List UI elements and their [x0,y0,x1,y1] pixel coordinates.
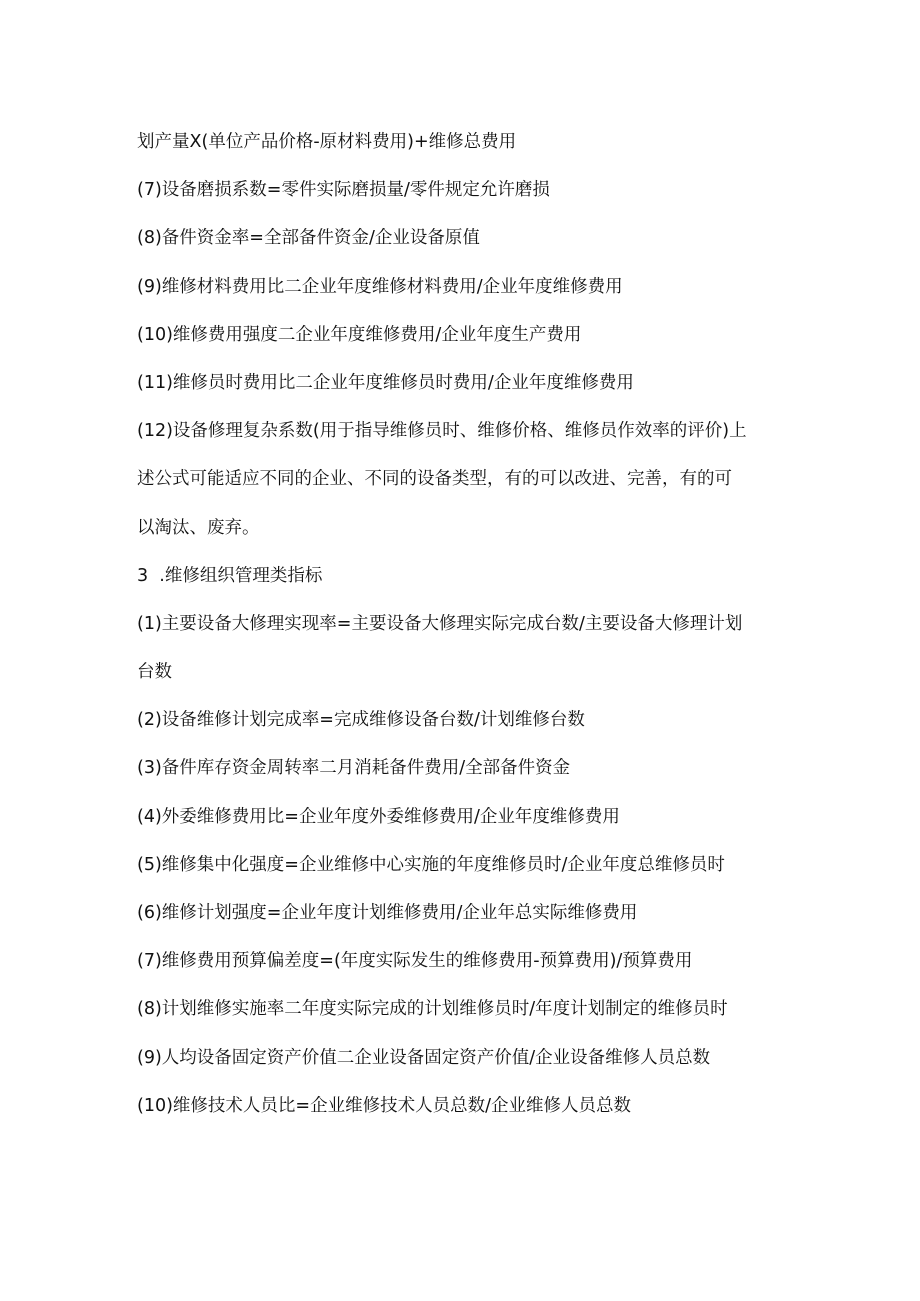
text-line: (10)维修费用强度二企业年度维修费用/企业年度生产费用 [137,324,582,345]
text-line: (5)维修集中化强度=企业维修中心实施的年度维修员时/企业年度总维修员时 [137,854,725,875]
text-line: (9)维修材料费用比二企业年度维修材料费用/企业年度维修费用 [137,276,623,297]
section-heading: 3 .维修组织管理类指标 [137,565,323,586]
text-line: (1)主要设备大修理实现率=主要设备大修理实际完成台数/主要设备大修理计划 [137,613,743,634]
text-line: (3)备件库存资金周转率二月消耗备件费用/全部备件资金 [137,758,571,779]
document-body [137,118,787,1130]
text-line: (2)设备维修计划完成率=完成维修设备台数/计划维修台数 [137,710,585,731]
text-line: 划产量X(单位产品价格-原材料费用)+维修总费用 [137,132,517,152]
text-line: (6)维修计划强度=企业年度计划维修费用/企业年总实际维修费用 [137,903,638,923]
text-line: (10)维修技术人员比=企业维修技术人员总数/企业维修人员总数 [137,1095,631,1116]
text-line: (7)维修费用预算偏差度=(年度实际发生的维修费用-预算费用)/预算费用 [137,951,693,972]
text-line: (8)计划维修实施率二年度实际完成的计划维修员时/年度计划制定的维修员时 [137,999,728,1020]
text-line: 述公式可能适应不同的企业、不同的设备类型，有的可以改进、完善，有的可 [137,469,732,490]
text-line: (11)维修员时费用比二企业年度维修员时费用/企业年度维修费用 [137,372,634,393]
text-line: 台数 [137,662,172,683]
text-line: (12)设备修理复杂系数(用于指导维修员时、维修价格、维修员作效率的评价)上 [137,421,747,442]
text-line: (8)备件资金率=全部备件资金/企业设备原值 [137,228,480,249]
text-line: (4)外委维修费用比=企业年度外委维修费用/企业年度维修费用 [137,806,620,827]
text-line: 以淘汰、废弃。 [137,517,260,538]
text-line: (9)人均设备固定资产价值二企业设备固定资产价值/企业设备维修人员总数 [137,1047,711,1068]
text-line: (7)设备磨损系数=零件实际磨损量/零件规定允许磨损 [137,180,550,201]
